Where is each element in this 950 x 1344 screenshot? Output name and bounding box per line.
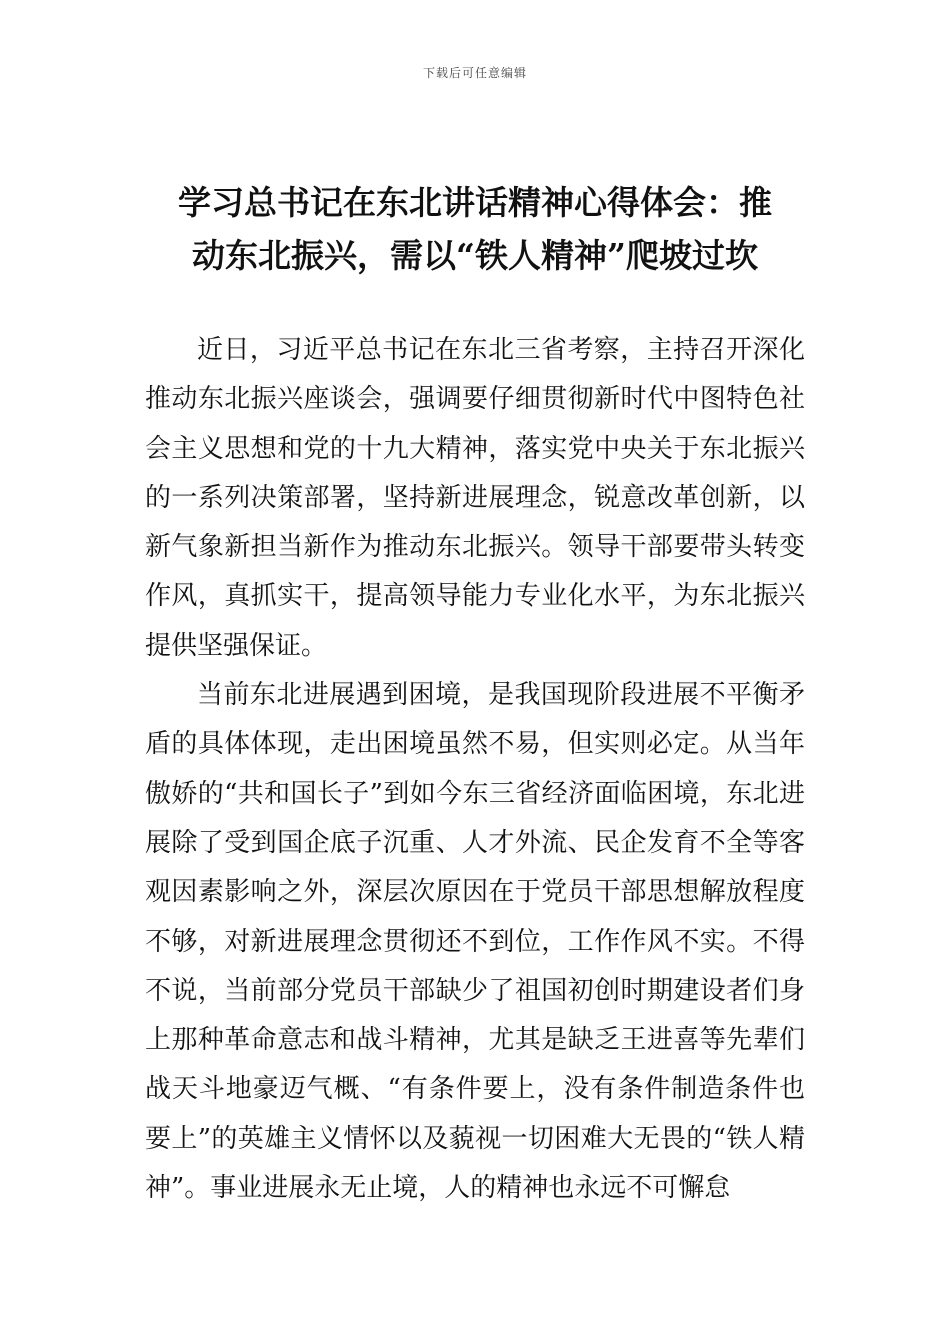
document-body [145, 326, 805, 1213]
paragraph-2: 当前东北进展遇到困境，是我国现阶段进展不平衡矛盾的具体体现，走出困境虽然不易，但实则必定。从当年傲娇的“共和国长子”到如今东三省经济面临困境，东北进展除了受到国企底子沉重、人才外流、民企发育不全等客观因素影响之外，深层次原因在于党员干部思想解放程度不够，对新进展理念贯彻还不到位，工作作风不实。不得不说，当前部分党员干部缺少了祖国初创时期建设者们身上那种革命意志和战斗精神，尤其是缺乏王进喜等先辈们战天斗地豪迈气概、“有条件要上，没有条件制造条件也要上”的英雄主义情怀以及藐视一切困难大无畏的“铁人精神”。事业进展永无止境，人的精神也永远不可懈怠 [145, 680, 805, 1204]
document-title [145, 176, 805, 282]
title-line-2: 动东北振兴，需以“铁人精神”爬坡过坎 [192, 236, 758, 275]
header-note: 下载后可任意编辑 [422, 66, 527, 80]
paragraph-1: 近日，习近平总书记在东北三省考察，主持召开深化推动东北振兴座谈会，强调要仔细贯彻新时代中图特色社会主义思想和党的十九大精神，落实党中央关于东北振兴的一系列决策部署，坚持新进展理念，锐意改革创新，以新气象新担当新作为推动东北振兴。领导干部要带头转变作风，真抓实干，提高领导能力专业化水平，为东北振兴提供坚强保证。 [145, 335, 805, 661]
title-line-1: 学习总书记在东北讲话精神心得体会：推 [178, 183, 772, 222]
